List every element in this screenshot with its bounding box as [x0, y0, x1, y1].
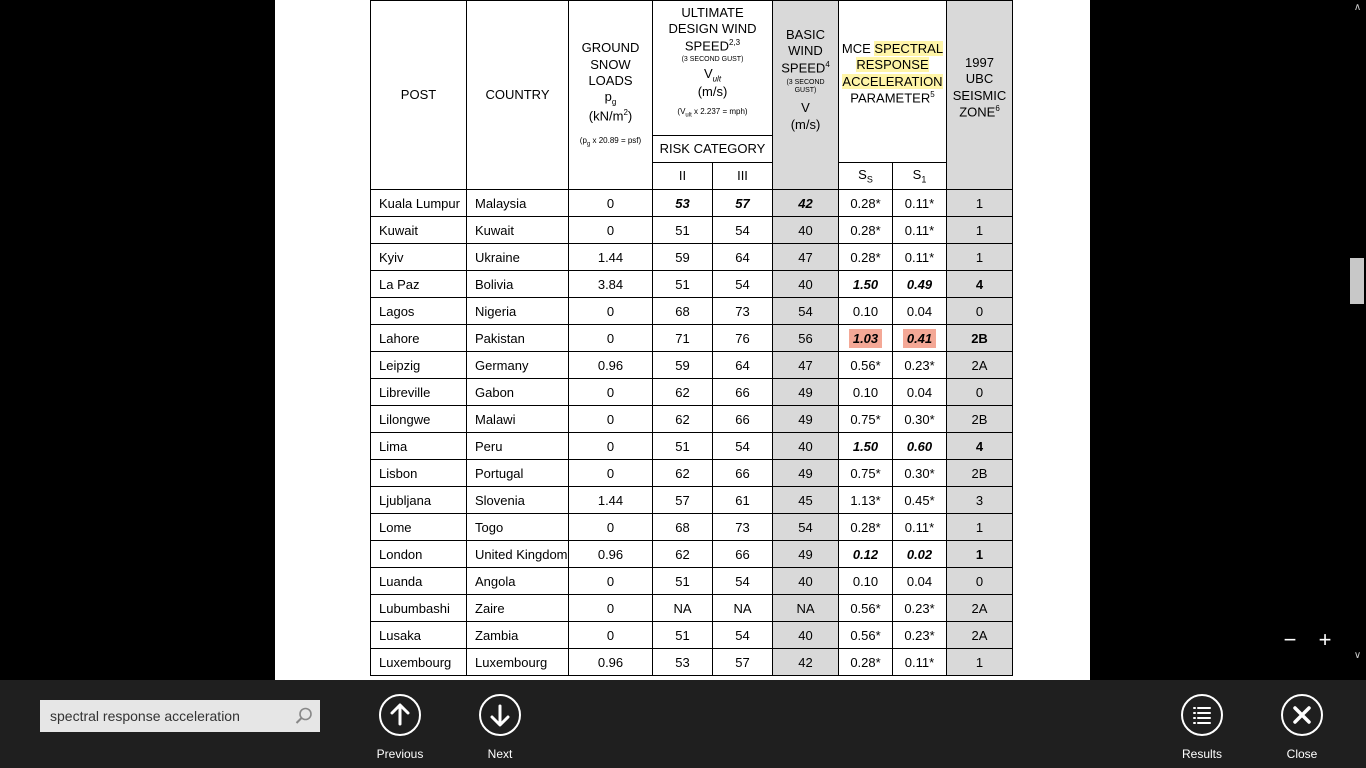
cell-country: Luxembourg	[467, 649, 569, 676]
cell-s1: 0.11*	[893, 514, 947, 541]
cell-risk-ii: 62	[653, 379, 713, 406]
cell-post: Leipzig	[371, 352, 467, 379]
cell-country: Zaire	[467, 595, 569, 622]
table-row	[371, 190, 1013, 217]
cell-risk-ii: 71	[653, 325, 713, 352]
cell-seismic-zone: 1	[947, 541, 1013, 568]
cell-ss: 0.75*	[839, 406, 893, 433]
cell-ss: 0.28*	[839, 514, 893, 541]
search-highlight: RESPONSE	[856, 57, 929, 73]
cell-risk-iii: 66	[713, 406, 773, 433]
list-icon	[1181, 694, 1223, 736]
header-ground-snow-loads: GROUND SNOW LOADS $p_g$ $(kN/m^2)$ ($p_g$ x 20.89 = psf)	[569, 1, 653, 190]
header-s1: $S_1$	[893, 163, 947, 190]
cell-country: Pakistan	[467, 325, 569, 352]
cell-seismic-zone: 3	[947, 487, 1013, 514]
cell-seismic-zone: 2B	[947, 460, 1013, 487]
previous-label: Previous	[376, 747, 424, 761]
cell-basic-wind: 45	[773, 487, 839, 514]
header-country: COUNTRY	[467, 1, 569, 190]
cell-basic-wind: 42	[773, 190, 839, 217]
search-input[interactable]	[40, 700, 290, 732]
cell-ss: 0.10	[839, 298, 893, 325]
cell-snow-load: 0	[569, 190, 653, 217]
cell-s1: 0.04	[893, 298, 947, 325]
cell-country: Malawi	[467, 406, 569, 433]
cell-post: Lubumbashi	[371, 595, 467, 622]
cell-risk-ii: 51	[653, 622, 713, 649]
cell-s1: 0.23*	[893, 595, 947, 622]
cell-snow-load: 0	[569, 379, 653, 406]
header-risk-iii: III	[713, 163, 773, 190]
cell-ss: 1.50	[839, 271, 893, 298]
cell-risk-ii: 51	[653, 217, 713, 244]
cell-seismic-zone: 1	[947, 217, 1013, 244]
arrow-up-icon	[379, 694, 421, 736]
cell-post: Kyiv	[371, 244, 467, 271]
cell-risk-ii: 51	[653, 568, 713, 595]
close-label: Close	[1286, 747, 1318, 761]
search-highlight: SPECTRAL	[874, 41, 944, 56]
cell-country: Togo	[467, 514, 569, 541]
table-row	[371, 217, 1013, 244]
cell-basic-wind: 49	[773, 460, 839, 487]
table-row	[371, 622, 1013, 649]
header-mce-spectral-response: MCE SPECTRAL RESPONSE ACCELERATION PARAMETER$^5$	[839, 1, 947, 163]
cell-snow-load: 0	[569, 622, 653, 649]
cell-risk-ii: 68	[653, 514, 713, 541]
cell-snow-load: 0	[569, 217, 653, 244]
cell-basic-wind: 40	[773, 271, 839, 298]
cell-snow-load: 0	[569, 298, 653, 325]
cell-ss: 0.56*	[839, 352, 893, 379]
cell-ss: 1.50	[839, 433, 893, 460]
table-row	[371, 325, 1013, 352]
header-risk-ii: II	[653, 163, 713, 190]
cell-country: Bolivia	[467, 271, 569, 298]
cell-risk-ii: 51	[653, 433, 713, 460]
cell-seismic-zone: 1	[947, 244, 1013, 271]
cell-snow-load: 1.44	[569, 244, 653, 271]
cell-risk-iii: 54	[713, 217, 773, 244]
cell-risk-iii: 66	[713, 460, 773, 487]
scrollbar-thumb[interactable]	[1350, 258, 1364, 304]
cell-s1: 0.23*	[893, 352, 947, 379]
previous-button[interactable]	[360, 694, 440, 761]
cell-snow-load: 0	[569, 460, 653, 487]
cell-risk-iii: 54	[713, 622, 773, 649]
cell-risk-iii: 73	[713, 298, 773, 325]
cell-risk-iii: 66	[713, 379, 773, 406]
cell-basic-wind: 47	[773, 352, 839, 379]
table-row	[371, 595, 1013, 622]
cell-snow-load: 0	[569, 568, 653, 595]
cell-post: Lilongwe	[371, 406, 467, 433]
table-row	[371, 406, 1013, 433]
cell-ss	[839, 325, 893, 352]
cell-s1: 0.30*	[893, 406, 947, 433]
cell-s1: 0.02	[893, 541, 947, 568]
cell-snow-load: 0	[569, 514, 653, 541]
header-ss: $S_S$	[839, 163, 893, 190]
cell-seismic-zone: 0	[947, 568, 1013, 595]
cell-seismic-zone: 0	[947, 379, 1013, 406]
cell-ss: 0.28*	[839, 217, 893, 244]
cell-risk-ii: 51	[653, 271, 713, 298]
table-row	[371, 460, 1013, 487]
cell-seismic-zone: 1	[947, 190, 1013, 217]
cell-risk-iii: 76	[713, 325, 773, 352]
cell-risk-ii: 62	[653, 460, 713, 487]
cell-basic-wind: 56	[773, 325, 839, 352]
cell-ss: 0.75*	[839, 460, 893, 487]
table-row	[371, 487, 1013, 514]
scroll-down-arrow-icon[interactable]: ∨	[1353, 650, 1362, 661]
cell-basic-wind: 42	[773, 649, 839, 676]
cell-seismic-zone: 2A	[947, 595, 1013, 622]
cell-basic-wind: 54	[773, 298, 839, 325]
cell-s1: 0.11*	[893, 190, 947, 217]
search-highlight: 0.41	[903, 329, 936, 348]
table-row	[371, 271, 1013, 298]
cell-risk-iii: 54	[713, 433, 773, 460]
cell-post: Libreville	[371, 379, 467, 406]
header-basic-wind-speed: BASIC WIND SPEED$^4$ (3 SECOND GUST) V (m/s)	[773, 1, 839, 190]
cell-post: London	[371, 541, 467, 568]
cell-risk-iii: 66	[713, 541, 773, 568]
cell-risk-iii: 57	[713, 190, 773, 217]
cell-snow-load: 0.96	[569, 649, 653, 676]
cell-post: Ljubljana	[371, 487, 467, 514]
cell-s1: 0.60	[893, 433, 947, 460]
cell-basic-wind: 49	[773, 406, 839, 433]
cell-basic-wind: 40	[773, 433, 839, 460]
cell-s1: 0.49	[893, 271, 947, 298]
cell-post: Luxembourg	[371, 649, 467, 676]
app-bar	[0, 680, 1366, 768]
next-label: Next	[487, 747, 513, 761]
cell-basic-wind: 49	[773, 379, 839, 406]
cell-country: United Kingdom	[467, 541, 569, 568]
close-button[interactable]	[1262, 694, 1342, 761]
cell-ss: 0.56*	[839, 595, 893, 622]
cell-seismic-zone: 4	[947, 271, 1013, 298]
cell-post: Lisbon	[371, 460, 467, 487]
cell-ss: 0.28*	[839, 190, 893, 217]
cell-risk-ii: 62	[653, 541, 713, 568]
cell-s1: 0.11*	[893, 649, 947, 676]
cell-s1: 0.11*	[893, 244, 947, 271]
table-row	[371, 649, 1013, 676]
cell-s1	[893, 325, 947, 352]
cell-country: Slovenia	[467, 487, 569, 514]
cell-basic-wind: 40	[773, 568, 839, 595]
cell-risk-ii: 53	[653, 649, 713, 676]
search-icon[interactable]	[294, 706, 314, 726]
cell-basic-wind: NA	[773, 595, 839, 622]
cell-risk-iii: 54	[713, 271, 773, 298]
cell-snow-load: 0	[569, 595, 653, 622]
cell-post: La Paz	[371, 271, 467, 298]
vertical-scrollbar[interactable]	[1349, 0, 1366, 680]
cell-country: Kuwait	[467, 217, 569, 244]
cell-snow-load: 0.96	[569, 352, 653, 379]
cell-risk-iii: NA	[713, 595, 773, 622]
close-icon	[1281, 694, 1323, 736]
cell-snow-load: 0.96	[569, 541, 653, 568]
cell-country: Germany	[467, 352, 569, 379]
cell-ss: 0.10	[839, 379, 893, 406]
cell-risk-iii: 73	[713, 514, 773, 541]
cell-basic-wind: 47	[773, 244, 839, 271]
cell-basic-wind: 54	[773, 514, 839, 541]
header-post: POST	[371, 1, 467, 190]
cell-seismic-zone: 2A	[947, 622, 1013, 649]
cell-risk-ii: 68	[653, 298, 713, 325]
cell-s1: 0.04	[893, 379, 947, 406]
cell-seismic-zone: 4	[947, 433, 1013, 460]
cell-s1: 0.45*	[893, 487, 947, 514]
search-highlight: ACCELERATION	[842, 73, 943, 89]
cell-seismic-zone: 1	[947, 514, 1013, 541]
cell-country: Gabon	[467, 379, 569, 406]
cell-post: Lima	[371, 433, 467, 460]
cell-post: Kuwait	[371, 217, 467, 244]
results-label: Results	[1181, 747, 1222, 761]
table-row	[371, 433, 1013, 460]
zoom-in-button[interactable]: +	[1318, 627, 1332, 652]
cell-ss: 0.10	[839, 568, 893, 595]
cell-post: Lagos	[371, 298, 467, 325]
cell-s1: 0.23*	[893, 622, 947, 649]
cell-country: Angola	[467, 568, 569, 595]
cell-seismic-zone: 1	[947, 649, 1013, 676]
cell-seismic-zone: 2B	[947, 325, 1013, 352]
wind-seismic-table	[370, 0, 1013, 676]
header-ubc-seismic-zone: 1997 UBC SEISMIC ZONE$^6$	[947, 1, 1013, 190]
cell-risk-iii: 64	[713, 352, 773, 379]
cell-risk-ii: 59	[653, 352, 713, 379]
cell-ss: 0.28*	[839, 244, 893, 271]
cell-ss: 0.12	[839, 541, 893, 568]
cell-post: Lusaka	[371, 622, 467, 649]
next-button[interactable]	[460, 694, 540, 761]
header-ultimate-design-wind-speed: ULTIMATE DESIGN WIND SPEED$^{2,3}$ (3 SECOND GUST) $V_{ult}$ (m/s) ($V_{ult}$ x 2.237 = mph)	[653, 1, 773, 136]
cell-ss: 1.13*	[839, 487, 893, 514]
header-risk-category: RISK CATEGORY	[653, 136, 773, 163]
cell-post: Lome	[371, 514, 467, 541]
cell-snow-load: 3.84	[569, 271, 653, 298]
cell-post: Lahore	[371, 325, 467, 352]
cell-ss: 0.28*	[839, 649, 893, 676]
cell-snow-load: 1.44	[569, 487, 653, 514]
cell-country: Ukraine	[467, 244, 569, 271]
cell-s1: 0.11*	[893, 217, 947, 244]
zoom-out-button[interactable]: −	[1283, 627, 1297, 652]
cell-risk-ii: 57	[653, 487, 713, 514]
cell-seismic-zone: 0	[947, 298, 1013, 325]
cell-seismic-zone: 2A	[947, 352, 1013, 379]
cell-country: Portugal	[467, 460, 569, 487]
cell-country: Zambia	[467, 622, 569, 649]
cell-ss: 0.56*	[839, 622, 893, 649]
cell-basic-wind: 49	[773, 541, 839, 568]
cell-risk-ii: 59	[653, 244, 713, 271]
cell-risk-iii: 54	[713, 568, 773, 595]
results-button[interactable]	[1162, 694, 1242, 761]
cell-snow-load: 0	[569, 325, 653, 352]
cell-risk-iii: 64	[713, 244, 773, 271]
table-row	[371, 541, 1013, 568]
cell-snow-load: 0	[569, 433, 653, 460]
search-box	[40, 700, 320, 732]
cell-basic-wind: 40	[773, 217, 839, 244]
table-row	[371, 244, 1013, 271]
scroll-up-arrow-icon[interactable]: ∧	[1353, 2, 1362, 13]
table-row	[371, 514, 1013, 541]
cell-seismic-zone: 2B	[947, 406, 1013, 433]
cell-country: Malaysia	[467, 190, 569, 217]
table-row	[371, 298, 1013, 325]
cell-country: Peru	[467, 433, 569, 460]
cell-s1: 0.04	[893, 568, 947, 595]
table-row	[371, 379, 1013, 406]
cell-risk-ii: NA	[653, 595, 713, 622]
search-highlight: 1.03	[849, 329, 882, 348]
cell-risk-iii: 61	[713, 487, 773, 514]
cell-risk-ii: 62	[653, 406, 713, 433]
cell-post: Luanda	[371, 568, 467, 595]
document-page	[275, 0, 1090, 680]
cell-post: Kuala Lumpur	[371, 190, 467, 217]
table-row	[371, 568, 1013, 595]
cell-risk-ii: 53	[653, 190, 713, 217]
arrow-down-icon	[479, 694, 521, 736]
table-row	[371, 352, 1013, 379]
cell-country: Nigeria	[467, 298, 569, 325]
cell-risk-iii: 57	[713, 649, 773, 676]
cell-basic-wind: 40	[773, 622, 839, 649]
cell-s1: 0.30*	[893, 460, 947, 487]
cell-snow-load: 0	[569, 406, 653, 433]
